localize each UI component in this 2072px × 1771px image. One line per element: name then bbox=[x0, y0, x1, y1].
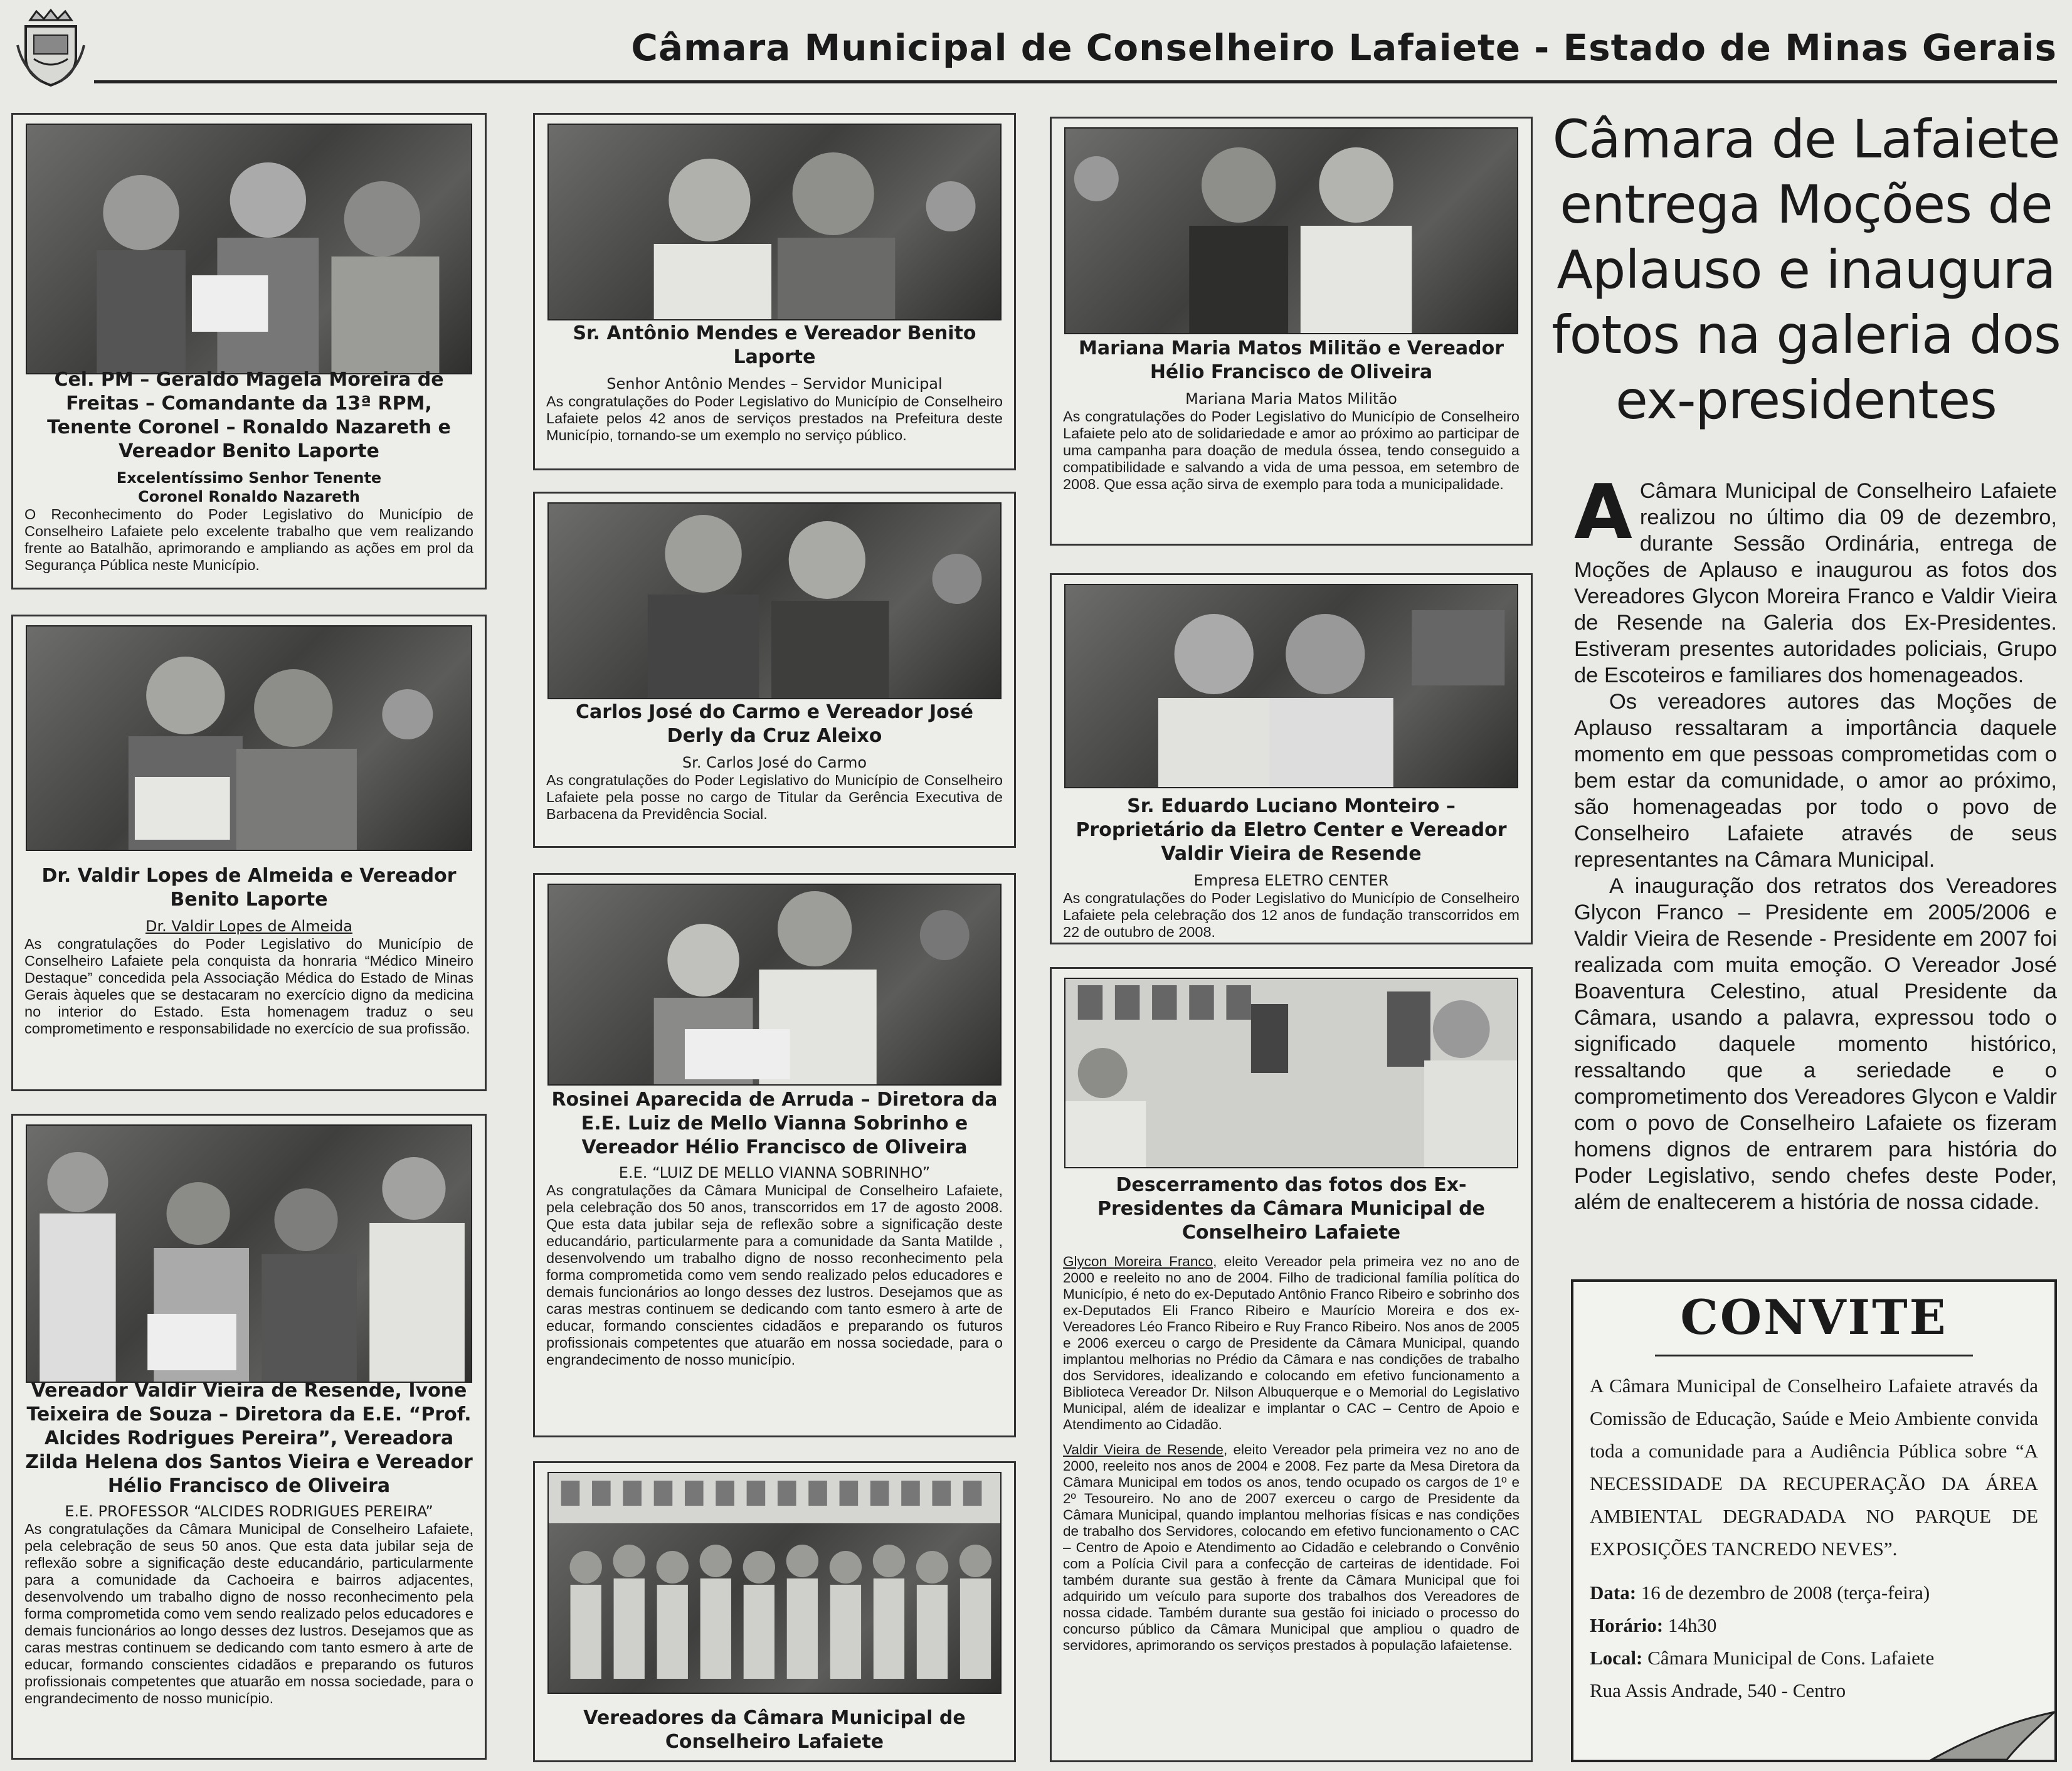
honor-title: Vereador Valdir Vieira de Resende, Ivone Teixeira de Souza – Diretora da E.E. “Prof. Alcides Rodrigues Pereira”, Vereadora Zilda Helena dos Santos Vieira e Vereador Hélio Francisco de Oliveira bbox=[25, 1380, 473, 1497]
descerramento-text: , eleito Vereador pela primeira vez no ano de 2000 e reeleito no ano de 2004. Filho de tradicional família política do Município, é neto do ex-Deputado Antônio Franco Ribeiro e sobrinho dos ex-Deputados Eli Franco Ribeiro e Maurício Moreira e dos ex-Vereadores Léo Franco Ribeiro e Ruy Franco Ribeiro. Nos anos de 2005 e 2006 exerceu o cargo de Presidente da Câmara Municipal, quando implantou melhorias no Prédio da Câmara e nas condições de trabalho dos Servidores, idealizando e colocando em efetivo funcionamento a Biblioteca Vereador Dr. Nilson Albuquerque e o Memorial do Legislativo Municipal, além de idealizar e implantar o CAC – Centro de Apoio e Atendimento ao Cidadão. bbox=[1063, 1254, 1520, 1432]
honor-title: Rosinei Aparecida de Arruda – Diretora da E.E. Luiz de Mello Vianna Sobrinho e Vereador Hélio Francisco de Oliveira bbox=[551, 1089, 998, 1158]
convite-rule bbox=[1655, 1355, 1973, 1356]
honor-box-eletro-center bbox=[1050, 573, 1533, 944]
photo-ee-luiz-mello bbox=[547, 884, 1002, 1086]
honor-text: O Reconhecimento do Poder Legislativo do Município de Conselheiro Lafaiete pelo excelente trabalho que vem realizando frente ao Batalhão, aprimorando e ampliando as ações em prol da Segurança Pública neste Município. bbox=[24, 506, 473, 573]
photo-antonio-mendes bbox=[547, 124, 1002, 320]
honor-text: As congratulações do Poder Legislativo do Município de Conselheiro Lafaiete pela celebração dos 12 anos de fundação transcorridos em 22 de outubro de 2008. bbox=[1063, 890, 1520, 940]
photo-descerramento bbox=[1064, 978, 1518, 1168]
article-paragraph: Os vereadores autores das Moções de Aplauso ressaltaram a importância daquele momento em que pessoas comprometidas com o bem estar da comunidade, o amor ao próximo, são homenageadas por todo o povo de Conselheiro Lafaiete através de seus representantes na Câmara Municipal. bbox=[1574, 690, 2057, 872]
honor-text: As congratulações do Poder Legislativo do Município de Conselheiro Lafaiete pelos 42 anos de serviços prestados na Prefeitura deste Município, tornando-se um exemplo no serviço público. bbox=[546, 393, 1003, 443]
honor-text: As congratulações do Poder Legislativo do Município de Conselheiro Lafaiete pela posse no cargo de Titular da Gerência Executiva de Barbacena da Previdência Social. bbox=[546, 772, 1003, 822]
photo-vereadores-group bbox=[547, 1472, 1002, 1694]
photo-coronel bbox=[26, 124, 472, 374]
honor-subtitle: Excelentíssimo Senhor Tenente bbox=[116, 469, 382, 487]
descerramento-name: Valdir Vieira de Resende bbox=[1063, 1442, 1224, 1457]
honor-title: Sr. Eduardo Luciano Monteiro – Proprietário da Eletro Center e Vereador Valdir Vieira de Resende bbox=[1076, 795, 1507, 865]
convite-date: 16 de dezembro de 2008 (terça-feira) bbox=[1641, 1582, 1930, 1604]
honor-subtitle: Coronel Ronaldo Nazareth bbox=[138, 488, 360, 505]
article-headline: Câmara de Lafaiete entrega Moções de Aplauso e inaugura fotos na galeria dos ex-presidentes bbox=[1551, 108, 2061, 431]
honor-box-carlos-jose bbox=[533, 492, 1016, 848]
article-dropcap: A bbox=[1574, 469, 1632, 556]
honor-text: As congratulações do Poder Legislativo do Município de Conselheiro Lafaiete pelo ato de solidariedade e amor ao próximo ao participar de uma campanha para doação de medula óssea, tendo conseguido a compatibilidade e salvando a vida de uma pessoa, em setembro de 2008. Que essa ação sirva de exemplo para toda a municipalidade. bbox=[1063, 408, 1520, 492]
descerramento-para-valdir bbox=[1063, 1442, 1520, 1654]
photo-eletro-center bbox=[1064, 584, 1518, 788]
convite-label: Data: bbox=[1590, 1582, 1637, 1604]
honor-text: As congratulações da Câmara Municipal de Conselheiro Lafaiete, pela celebração de seus 50 anos. Que esta data jubilar seja de reflexão sobre a significação deste educandário, particularmente para a comunidade da Cachoeira e bairros adjacentes, desenvolvendo um trabalho digno de nosso reconhecimento pela forma comprometida como vem sendo realizado pelos educadores e demais funcionários ao longo desses dez lustros. Desejamos que as caras mestras continuem se dedicando com tanto esmero à arte de educar, formando conscientes cidadãos e preparando os futuros profissionais competentes que atuarão em nossa sociedade, para o engrandecimento de nosso município. bbox=[24, 1521, 473, 1706]
honor-text: As congratulações do Poder Legislativo do Município de Conselheiro Lafaiete pela conquista da honraria “Médico Mineiro Destaque” concedida pela Associação Médica do Estado de Minas Gerais àqueles que se destacaram no exercício digno da medicina no interior do Estado. Esta homenagem traduz o seu comprometimento e responsabilidade no exercício de sua profissão. bbox=[24, 936, 473, 1037]
article-body bbox=[1574, 469, 2057, 1215]
photo-mariana bbox=[1064, 127, 1518, 334]
honor-title: Carlos José do Carmo e Vereador José Derly da Cruz Aleixo bbox=[576, 701, 973, 747]
honor-title: Sr. Antônio Mendes e Vereador Benito Laporte bbox=[573, 322, 976, 368]
honor-box-valdir-lopes bbox=[11, 615, 487, 1091]
page-header-title: Câmara Municipal de Conselheiro Lafaiete - Estado de Minas Gerais bbox=[631, 26, 2057, 69]
honor-subtitle: Sr. Carlos José do Carmo bbox=[682, 754, 867, 771]
page-curl-icon bbox=[1925, 1700, 2057, 1762]
descerramento-box bbox=[1050, 967, 1533, 1762]
honor-subtitle: Senhor Antônio Mendes – Servidor Municipal bbox=[606, 375, 943, 393]
convite-place: Câmara Municipal de Cons. Lafaiete bbox=[1647, 1647, 1935, 1669]
photo-ee-alcides bbox=[26, 1124, 472, 1383]
convite-text: A Câmara Municipal de Conselheiro Lafaiete através da Comissão de Educação, Saúde e Meio Ambiente convida toda a comunidade para a Audiência Pública sobre “A NECESSIDADE DA RECUPERAÇÃO DA ÁREA AMBIENTAL DEGRADADA NO PARQUE DE EXPOSIÇÕES TANCREDO NEVES”. bbox=[1590, 1375, 2038, 1560]
descerramento-name: Glycon Moreira Franco bbox=[1063, 1254, 1213, 1269]
header-rule bbox=[94, 80, 2057, 83]
convite-box bbox=[1571, 1279, 2057, 1762]
municipal-crest-icon bbox=[16, 8, 85, 88]
photo-box-vereadores bbox=[533, 1461, 1016, 1762]
honor-subtitle: Dr. Valdir Lopes de Almeida bbox=[145, 917, 352, 935]
honor-subtitle: E.E. “LUIZ DE MELLO VIANNA SOBRINHO” bbox=[618, 1164, 931, 1182]
honor-title: Dr. Valdir Lopes de Almeida e Vereador Benito Laporte bbox=[41, 865, 457, 911]
descerramento-text: , eleito Vereador pela primeira vez no ano de 2000, reeleito nos anos de 2004 e 2008. Fez parte da Mesa Diretora da Câmara Municipal em todos os anos, tendo ocupado os cargos de 1º e 2º Tesoureiro. No ano de 2007 exerceu o cargo de Presidente da Câmara Municipal, quando implantou melhorias físicas e nas condições de trabalho dos Servidores, colocando em efetivo funcionamento o CAC – Centro de Apoio e Atendimento ao Cidadão e celebrando o Convênio com a Polícia Civil para a confecção de carteiras de identidade. Foi também durante sua gestão à frente da Câmara Municipal que foi adquirido um veículo para suporte dos trabalhos dos Vereadores de nossa cidade. Também durante sua gestão foi iniciado o processo do concurso público da Câmara Municipal que ampliou o quadro de servidores, aprimorando os serviços prestados à população lafaietense. bbox=[1063, 1442, 1520, 1653]
honor-box-ee-luiz-mello bbox=[533, 873, 1016, 1437]
honor-box-mariana bbox=[1050, 117, 1533, 546]
honor-subtitle: Empresa ELETRO CENTER bbox=[1193, 872, 1389, 889]
honor-box-coronel bbox=[11, 113, 487, 589]
honor-box-antonio-mendes bbox=[533, 113, 1016, 470]
convite-label: Horário: bbox=[1590, 1614, 1664, 1636]
honor-title: Mariana Maria Matos Militão e Vereador Hélio Francisco de Oliveira bbox=[1078, 337, 1504, 383]
honor-title: Cel. PM – Geraldo Magela Moreira de Freitas – Comandante da 13ª RPM, Tenente Coronel – Ronaldo Nazareth e Vereador Benito Laporte bbox=[47, 369, 451, 462]
convite-title: CONVITE bbox=[1680, 1289, 1948, 1345]
photo-carlos-jose bbox=[547, 502, 1002, 699]
article-paragraph: A inauguração dos retratos dos Vereadores Glycon Franco – Presidente em 2005/2006 e Valdir Vieira de Resende - Presidente em 2007 foi realizada com muita emoção. O Vereador José Boaventura Celestino, atual Presidente da Câmara, usando a palavra, expressou todo o significado daquele momento histórico, ressaltando que a seriedade e o comprometimento dos Vereadores Glycon e Valdir com o povo de Conselheiro Lafaiete os fizeram homens dignos de entrarem para história do Poder Legislativo, sendo chefes deste Poder, além de enaltecerem a história de nossa cidade. bbox=[1574, 874, 2057, 1214]
convite-address: Rua Assis Andrade, 540 - Centro bbox=[1590, 1679, 1846, 1701]
convite-time: 14h30 bbox=[1668, 1614, 1717, 1636]
honor-subtitle: E.E. PROFESSOR “ALCIDES RODRIGUES PEREIRA” bbox=[65, 1503, 433, 1520]
photo-valdir-lopes bbox=[26, 625, 472, 851]
honor-box-ee-alcides bbox=[11, 1114, 487, 1760]
article-paragraph: Câmara Municipal de Conselheiro Lafaiete realizou no último dia 09 de dezembro, durante Sessão Ordinária, entrega de Moções de Aplauso e inaugurou as fotos dos Vereadores Glycon Moreira Franco e Valdir Vieira de Resende na Galeria dos Ex-Presidentes. Estiveram presentes autoridades policiais, Grupo de Escoteiros e familiares dos homenageados. bbox=[1574, 479, 2057, 687]
descerramento-title: Descerramento das fotos dos Ex-Presidentes da Câmara Municipal de Conselheiro Lafaiete bbox=[1097, 1174, 1486, 1244]
photo-title: Vereadores da Câmara Municipal de Conselheiro Lafaiete bbox=[583, 1707, 966, 1753]
honor-subtitle: Mariana Maria Matos Militão bbox=[1185, 390, 1397, 408]
honor-text: As congratulações da Câmara Municipal de Conselheiro Lafaiete, pela celebração dos 50 anos, transcorridos em 17 de agosto 2008. Que esta data jubilar seja de reflexão sobre a significação deste educandário, particularmente para a comunidade da Santa Matilde , desenvolvendo um trabalho digno de nosso reconhecimento pela forma comprometida como vem sendo realizado pelos educadores e demais funcionários ao longo desses dez lustros. Desejamos que as caras mestras continuem se dedicando com tanto esmero à arte de educar, formando conscientes cidadãos e preparando os futuros profissionais competentes que atuarão em nossa sociedade, para o engrandecimento de nosso município. bbox=[546, 1182, 1003, 1368]
convite-label: Local: bbox=[1590, 1647, 1643, 1669]
descerramento-para-glycon bbox=[1063, 1254, 1520, 1433]
